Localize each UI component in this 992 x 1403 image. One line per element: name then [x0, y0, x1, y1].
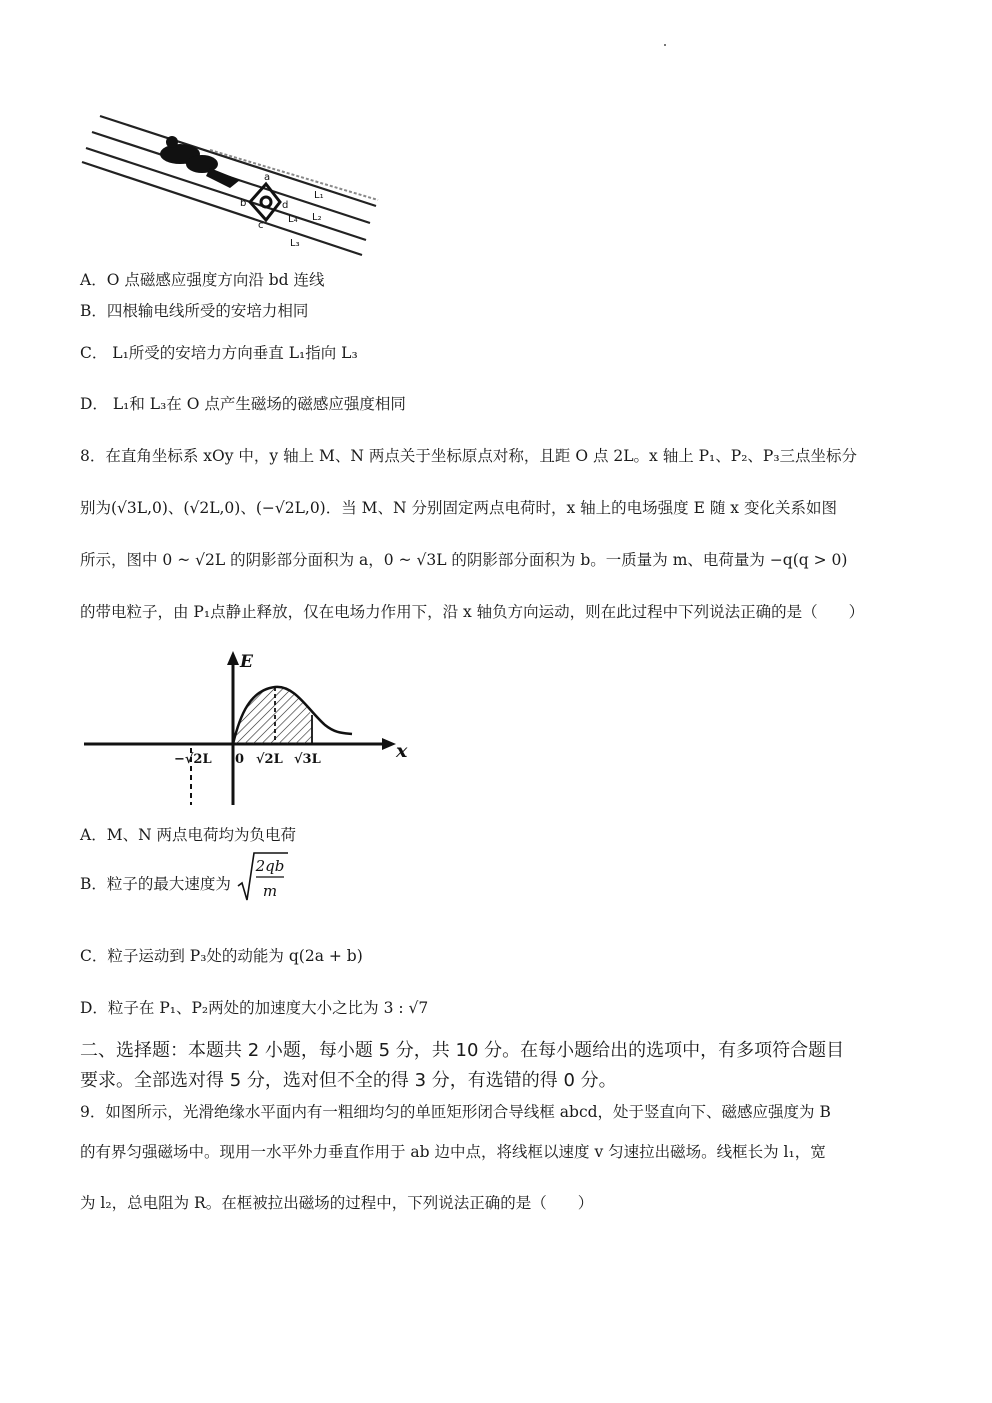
fig1-label-l2: L₂	[312, 212, 322, 223]
q8-line-3: 所示，图中 0 ~ √2L 的阴影部分面积为 a，0 ~ √3L 的阴影部分面积为 b。一质量为 m、电荷量为 −q(q > 0)	[80, 551, 848, 569]
graph-label-e: E	[240, 652, 253, 672]
section-2-line-2: 要求。全部选对得 5 分，选对但不全的得 3 分，有选错的得 0 分。	[80, 1070, 617, 1091]
fig1-label-l3: L₃	[290, 238, 300, 249]
worker-silhouette	[160, 136, 240, 188]
q8-option-a: A．M、N 两点电荷均为负电荷	[80, 826, 297, 844]
q8-option-c: C．粒子运动到 P₃处的动能为 q(2a + b)	[80, 947, 363, 965]
q9-line-1: 9．如图所示，光滑绝缘水平面内有一粗细均匀的单匝矩形闭合导线框 abcd，处于竖直向下、磁感应强度为 B	[80, 1103, 831, 1121]
frac-numerator: 2qb	[255, 857, 285, 875]
tick-zero: 0	[235, 752, 245, 767]
shaded-area	[233, 687, 312, 744]
q9-line-3: 为 l₂，总电阻为 R。在框被拉出磁场的过程中，下列说法正确的是（ ）	[80, 1194, 594, 1212]
fig1-label-l1: L₁	[314, 190, 324, 201]
fig1-label-c: c	[258, 220, 264, 231]
sqrt-fraction	[236, 850, 288, 904]
frac-denominator: m	[262, 882, 277, 900]
e-x-graph	[80, 645, 415, 810]
q7-option-b: B．四根输电线所受的安培力相同	[80, 302, 309, 320]
graph-label-x: x	[396, 740, 408, 762]
fig1-label-a: a	[264, 172, 271, 183]
fig1-label-l4: L₄	[288, 214, 298, 225]
q8-line-2: 别为(√3L,0)、(√2L,0)、(−√2L,0)．当 M、N 分别固定两点电荷时，x 轴上的电场强度 E 随 x 变化关系如图	[80, 499, 837, 517]
q7-option-d: D． L₁和 L₃在 O 点产生磁场的磁感应强度相同	[80, 395, 406, 413]
q7-option-a: A．O 点磁感应强度方向沿 bd 连线	[80, 271, 325, 289]
q9-line-2: 的有界匀强磁场中。现用一水平外力垂直作用于 ab 边中点，将线框以速度 v 匀速拉出磁场。线框长为 l₁，宽	[80, 1143, 826, 1161]
q8-option-b	[80, 857, 288, 904]
power-lines-figure	[80, 110, 385, 260]
q8-line-1: 8．在直角坐标系 xOy 中，y 轴上 M、N 两点关于坐标原点对称，且距 O 点 2L。x 轴上 P₁、P₂、P₃三点坐标分	[80, 447, 858, 465]
fig1-label-b: b	[240, 198, 247, 209]
tick-sqrt2l: √2L	[256, 752, 283, 767]
q8-line-4: 的带电粒子，由 P₁点静止释放，仅在电场力作用下，沿 x 轴负方向运动，则在此过程中下列说法正确的是（ ）	[80, 603, 865, 621]
fig1-label-d: d	[282, 200, 289, 211]
q8-option-d: D．粒子在 P₁、P₂两处的加速度大小之比为 3 : √7	[80, 999, 429, 1017]
section-2-line-1: 二、选择题：本题共 2 小题，每小题 5 分，共 10 分。在每小题给出的选项中，有多项符合题目	[80, 1040, 845, 1061]
tick-neg-sqrt2l: −√2L	[174, 752, 212, 767]
tick-sqrt3l: √3L	[294, 752, 321, 767]
q7-option-c: C． L₁所受的安培力方向垂直 L₁指向 L₃	[80, 344, 358, 362]
q8-option-b-text: B．粒子的最大速度为	[80, 875, 231, 893]
scan-dot	[664, 44, 666, 46]
